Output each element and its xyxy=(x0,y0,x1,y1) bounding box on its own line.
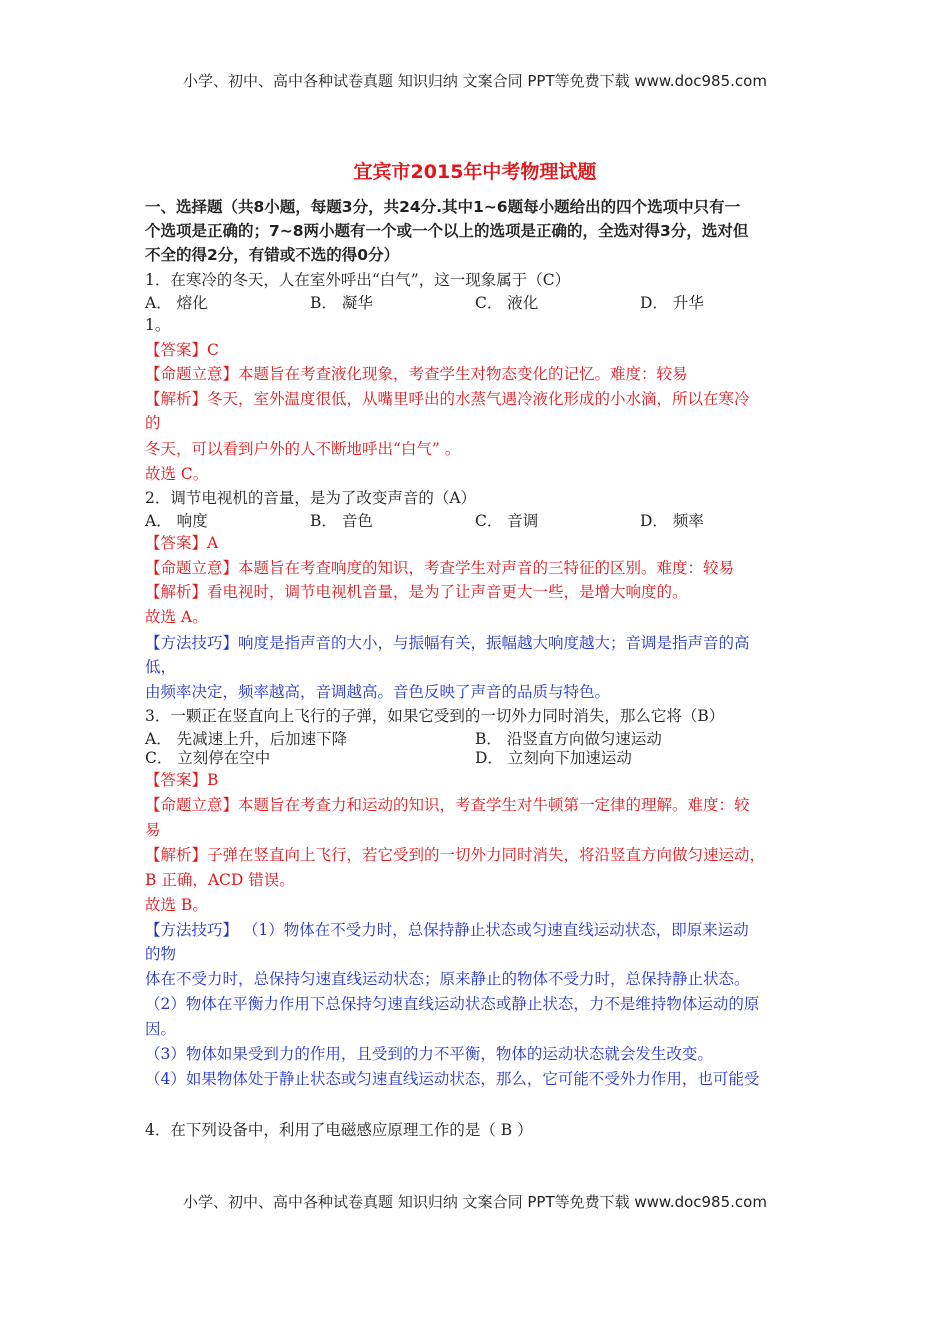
q1-stem: 1．在寒冷的冬天，人在室外呼出“白气”，这一现象属于（C） xyxy=(145,271,571,289)
q3-analysis-line-2: B 正确，ACD 错误。 xyxy=(145,871,295,889)
q2-option-b: B． 音色 xyxy=(310,512,373,530)
q3-intent-line-1: 【命题立意】本题旨在考查力和运动的知识，考查学生对牛顿第一定律的理解。难度：较 xyxy=(145,796,750,814)
q1-option-c: C． 液化 xyxy=(475,294,539,312)
q3-option-b: B． 沿竖直方向做匀速运动 xyxy=(475,730,662,748)
q3-method-line-6: （3）物体如果受到力的作用，且受到的力不平衡，物体的运动状态就会发生改变。 xyxy=(145,1045,713,1063)
section-heading-line-3: 不全的得2分，有错或不选的得0分） xyxy=(145,246,400,264)
q3-option-c: C． 立刻停在空中 xyxy=(145,749,271,767)
q1-intent: 【命题立意】本题旨在考查液化现象，考查学生对物态变化的记忆。难度：较易 xyxy=(145,365,688,383)
page-footer: 小学、初中、高中各种试卷真题 知识归纳 文案合同 PPT等免费下载 www.doc985.com xyxy=(183,1193,767,1211)
q1-answer: 【答案】C xyxy=(145,341,219,359)
q3-method-line-2: 的物 xyxy=(145,945,177,963)
q2-option-a: A． 响度 xyxy=(145,512,208,530)
q1-analysis-line-2: 的 xyxy=(145,414,161,432)
q3-option-d: D． 立刻向下加速运动 xyxy=(475,749,632,767)
q3-method-line-3: 体在不受力时，总保持匀速直线运动状态；原来静止的物体不受力时，总保持静止状态。 xyxy=(145,970,750,988)
q2-method-line-2: 低， xyxy=(145,658,177,676)
q3-method-line-5: 因。 xyxy=(145,1020,177,1038)
q2-method-line-3: 由频率决定，频率越高，音调越高。音色反映了声音的品质与特色。 xyxy=(145,683,611,701)
q3-intent-line-2: 易 xyxy=(145,821,161,839)
q2-option-c: C． 音调 xyxy=(475,512,539,530)
q3-method-line-7: （4）如果物体处于静止状态或匀速直线运动状态，那么，它可能不受外力作用，也可能受 xyxy=(145,1070,760,1088)
q3-stem: 3．一颗正在竖直向上飞行的子弹，如果它受到的一切外力同时消失，那么它将（B） xyxy=(145,707,725,725)
q2-stem: 2．调节电视机的音量，是为了改变声音的（A） xyxy=(145,489,477,507)
page-title: 宜宾市2015年中考物理试题 xyxy=(353,161,597,183)
q1-analysis-line-1: 【解析】冬天，室外温度很低，从嘴里呼出的水蒸气遇冷液化形成的小水滴，所以在寒冷 xyxy=(145,390,750,408)
q1-analysis-line-3: 冬天，可以看到户外的人不断地呼出“白气” 。 xyxy=(145,440,461,458)
q3-method-line-4: （2）物体在平衡力作用下总保持匀速直线运动状态或静止状态，力不是维持物体运动的原 xyxy=(145,995,760,1013)
q1-option-b: B． 凝华 xyxy=(310,294,373,312)
section-heading-line-1: 一、选择题（共8小题，每题3分，共24分.其中1~6题每小题给出的四个选项中只有一 xyxy=(145,198,741,216)
section-heading-line-2: 个选项是正确的；7~8两小题有一个或一个以上的选项是正确的，全选对得3分，选对但 xyxy=(145,222,749,240)
q3-analysis-line-1: 【解析】子弹在竖直向上飞行，若它受到的一切外力同时消失，将沿竖直方向做匀速运动， xyxy=(145,846,766,864)
q3-method-line-1: 【方法技巧】 （1）物体在不受力时，总保持静止状态或匀速直线运动状态，即原来运动 xyxy=(145,921,749,939)
q2-choose: 故选 A。 xyxy=(145,608,208,626)
q1-number: 1。 xyxy=(145,316,171,334)
q2-analysis: 【解析】看电视时，调节电视机音量，是为了让声音更大一些，是增大响度的。 xyxy=(145,583,688,601)
q3-option-a: A． 先减速上升，后加速下降 xyxy=(145,730,348,748)
q2-option-d: D． 频率 xyxy=(640,512,704,530)
q3-choose: 故选 B。 xyxy=(145,896,208,914)
q3-answer: 【答案】B xyxy=(145,771,219,789)
q2-method-line-1: 【方法技巧】响度是指声音的大小，与振幅有关，振幅越大响度越大；音调是指声音的高 xyxy=(145,634,750,652)
q2-answer: 【答案】A xyxy=(145,534,219,552)
q1-option-d: D． 升华 xyxy=(640,294,704,312)
page-header: 小学、初中、高中各种试卷真题 知识归纳 文案合同 PPT等免费下载 www.doc985.com xyxy=(183,72,767,90)
q2-intent: 【命题立意】本题旨在考查响度的知识，考查学生对声音的三特征的区别。难度：较易 xyxy=(145,559,735,577)
q4-stem: 4．在下列设备中，利用了电磁感应原理工作的是（ B ） xyxy=(145,1121,533,1139)
q1-choose: 故选 C。 xyxy=(145,465,209,483)
q1-option-a: A． 熔化 xyxy=(145,294,208,312)
